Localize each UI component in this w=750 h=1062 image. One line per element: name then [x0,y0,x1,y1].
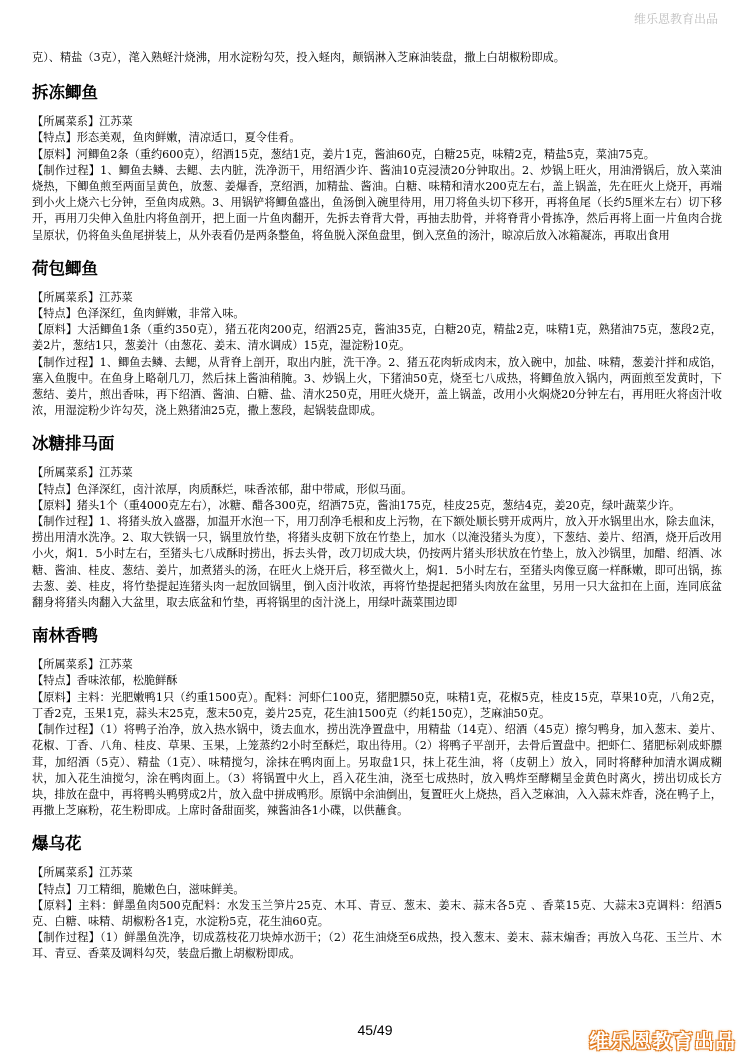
page-number: 45/49 [357,1022,393,1038]
recipe-cuisine: 【所属菜系】江苏菜 [32,115,133,129]
recipe-title: 冰糖排马面 [32,434,115,454]
recipe-ingredients: 【原料】猪头1个（重4000克左右），冰糖、醋各300克，绍酒75克，酱油175克，桂皮25克，葱结4克，姜20克，绿叶蔬菜少许。 [32,498,681,512]
watermark-logo: 维乐恩教育出品 [589,1029,736,1053]
intro-paragraph: 克）、精盐（3克），滗入熟蛏汁烧沸，用水淀粉勾芡，投入蛏肉，颠锅淋入芝麻油装盘，撒上白胡椒粉即成。 [32,51,565,64]
recipe-steps: 【制作过程】1、鲫鱼去鳞、去鳃，从背脊上剖开，取出内脏，洗干净。2、猪五花肉斩成肉末，放入碗中，加盐、味精，葱姜汁拌和成馅，塞入鱼腹中。在鱼身上略剞几刀，然后抹上酱油稍腌。3、炒锅上火，下猪油50克，烧至七八成热，将鲫鱼放入锅内，两面煎至发黄时，下葱结、姜片，煎出香味，再下绍酒、酱油、白糖、盐、清水250克，用旺火烧开，盖上锅盖，改用小火焖烧20分钟左右，再用旺火将卤汁收浓，用湿淀粉少许勾芡，浇上熟猪油25克，撒上葱段，起锅装盘即成。 [32,355,722,418]
recipe-cuisine: 【所属菜系】江苏菜 [32,866,133,880]
recipe-features: 【特点】刀工精细，脆嫩色白，滋味鲜美。 [32,882,245,896]
recipe-features: 【特点】形态美观，鱼肉鲜嫩，清凉适口，夏令佳肴。 [32,131,301,145]
recipe-ingredients: 【原料】主料：鲜墨鱼肉500克配料：水发玉兰笋片25克、木耳、青豆、葱末、姜末、蒜末各5克 、香菜15克、大蒜末3克调料：绍酒5克、白糖、味精、胡椒粉各1克，水淀粉5克，花生油60克。 [32,898,722,928]
recipe-steps: 【制作过程】（1）将鸭子治净，放入热水锅中，烫去血水，捞出洗净置盘中，用精盐（14克）、绍酒（45克）擦匀鸭身，加入葱末、姜片、花椒、丁香、八角、桂皮、草果、玉果，上笼蒸约2小时至酥烂，取出待用。（2）将鸭子平剖开，去骨后置盘中。把虾仁、猪肥标剁成虾膘茸，加绍酒（5克）、精盐（1克）、味精搅匀，涂抹在鸭肉面上。另取盘1只，抹上花生油，将（皮朝上）放入，同时将酵种加清水调成糊状，加入花生油搅匀，涂在鸭肉面上。（3）将锅置中火上，舀入花生油，浇至七成热时，放入鸭炸至酵糊呈金黄色时离火，捞出切成长方块，排放在盘中，再将鸭头鸭劈成2片，放入盘中拼成鸭形。原锅中余油倒出，复置旺火上烧热，舀入芝麻油，入入蒜末炸香，浇在鸭子上，再撒上芝麻粉，花生粉即成。上席时备甜面奖，辣酱油各1小碟，以供蘸食。 [32,723,722,818]
recipe-section [32,625,722,819]
recipe-ingredients: 【原料】主料：光肥嫩鸭1只（约重1500克）。配料：河虾仁100克，猪肥膘50克，味精1克，花椒5克，桂皮15克，草果10克，八角2克，丁香2克，玉果1克，蒜头末25克，葱末50克，姜片25克，花生油1500克（约耗150克），芝麻油50克。 [32,690,722,720]
recipe-features: 【特点】香味浓郁，松脆鲜酥 [32,674,178,688]
recipe-title: 爆乌花 [32,834,82,854]
recipe-section [32,833,722,962]
recipe-steps: 【制作过程】1、鲫鱼去鳞、去鳃、去内脏，洗净沥干，用绍酒少许、酱油10克浸渍20分钟取出。2、炒锅上旺火，用油滑锅后，放入菜油烧热，下鲫鱼煎至两面呈黄色，放葱、姜爆香，烹绍酒，加精盐、酱油。白糖、味精和清水200克左右，盖上锅盖，先在旺火上烧开，再端到小火上烧六七分钟，至鱼肉成熟。3、用锅铲将鲫鱼盛出，鱼汤倒入碗里待用，用刀将鱼头切下移开，再将鱼尾（长约5厘米左右）切下移开，再用刀尖伸入鱼肚内将鱼剖开，把上面一片鱼肉翻开，先拆去脊背大骨，再抽去肋骨，并将脊背小骨拣净，然后再将上面一片鱼肉合拢呈原状，仍将鱼头鱼尾拼装上，从外表看仍是两条整鱼，将鱼脱入深鱼盘里，倒入烹鱼的汤汁，晾凉后放入冰箱凝冻，再取出食用 [32,163,722,242]
recipe-title: 南林香鸭 [32,626,98,646]
header-watermark: 维乐恩教育出品 [633,12,718,26]
recipe-title: 荷包鲫鱼 [32,258,98,278]
recipe-features: 【特点】色泽深红，卤汁浓厚，肉质酥烂，味香浓郁，甜中带咸，形似马面。 [32,482,413,496]
recipe-steps: 【制作过程】1、将猪头放入盛器，加温开水泡一下，用刀刮净毛根和皮上污物，在下额处顺长劈开成两片，放入开水锅里出水，除去血沫，捞出用清水洗净。2、取大铁锅一只，锅里放竹垫，将猪头皮朝下放在竹垫上，加水（以淹没猪头为度），下葱结、姜片、绍酒，烧开后改用小火，焖1．5小时左右，至猪头七八成酥时捞出，拆去头骨，改刀切成大块，仍按两片猪头形状放在竹垫上，放入沙锅里，加醋、绍酒、冰糖、酱油、桂皮、葱结、姜片，加煮猪头的汤，在旺火上烧开后，移至微火上，焖1．5小时左右，至猪头肉像豆腐一样酥嫩，即可出锅，拣去葱、姜、桂皮，将竹垫提起连猪头肉一起放回锅里，倒入卤汁收浓，再将竹垫提起把猪头肉放在盆里，另用一只大盆扣在上面，连同底盆翻身将猪头肉翻入大盆里，取去底盆和竹垫，再将锅里的卤汁浇上，用绿叶蔬菜围边即 [32,515,722,610]
recipe-ingredients: 【原料】河鲫鱼2条（重约600克），绍酒15克，葱结1克，姜片1克，酱油60克，白糖25克，味精2克，精盐5克，菜油75克。 [32,147,655,161]
document-body [32,50,722,963]
recipe-cuisine: 【所属菜系】江苏菜 [32,290,133,304]
recipe-cuisine: 【所属菜系】江苏菜 [32,466,133,480]
recipe-features: 【特点】色泽深红，鱼肉鲜嫩，非常入味。 [32,307,245,321]
recipe-title: 拆冻鲫鱼 [32,83,98,103]
recipe-cuisine: 【所属菜系】江苏菜 [32,658,133,672]
recipe-ingredients: 【原料】大活鲫鱼1条（重约350克），猪五花肉200克，绍酒25克，酱油35克，白糖20克，精盐2克，味精1克，熟猪油75克，葱段2克，姜2片，葱结1只，葱姜汁（由葱花、姜末、清水调成）15克，湿淀粉10克。 [32,323,722,353]
recipe-section [32,433,722,611]
recipe-section [32,82,722,244]
recipe-steps: 【制作过程】（1）鲜墨鱼洗净，切成荔枝花刀块焯水沥干；（2）花生油烧至6成热，投入葱末、姜末、蒜末煸香；再放入乌花、玉兰片、木耳、青豆、香菜及调料勾芡，装盘后撒上胡椒粉即成。 [32,931,722,961]
recipe-section [32,258,722,420]
